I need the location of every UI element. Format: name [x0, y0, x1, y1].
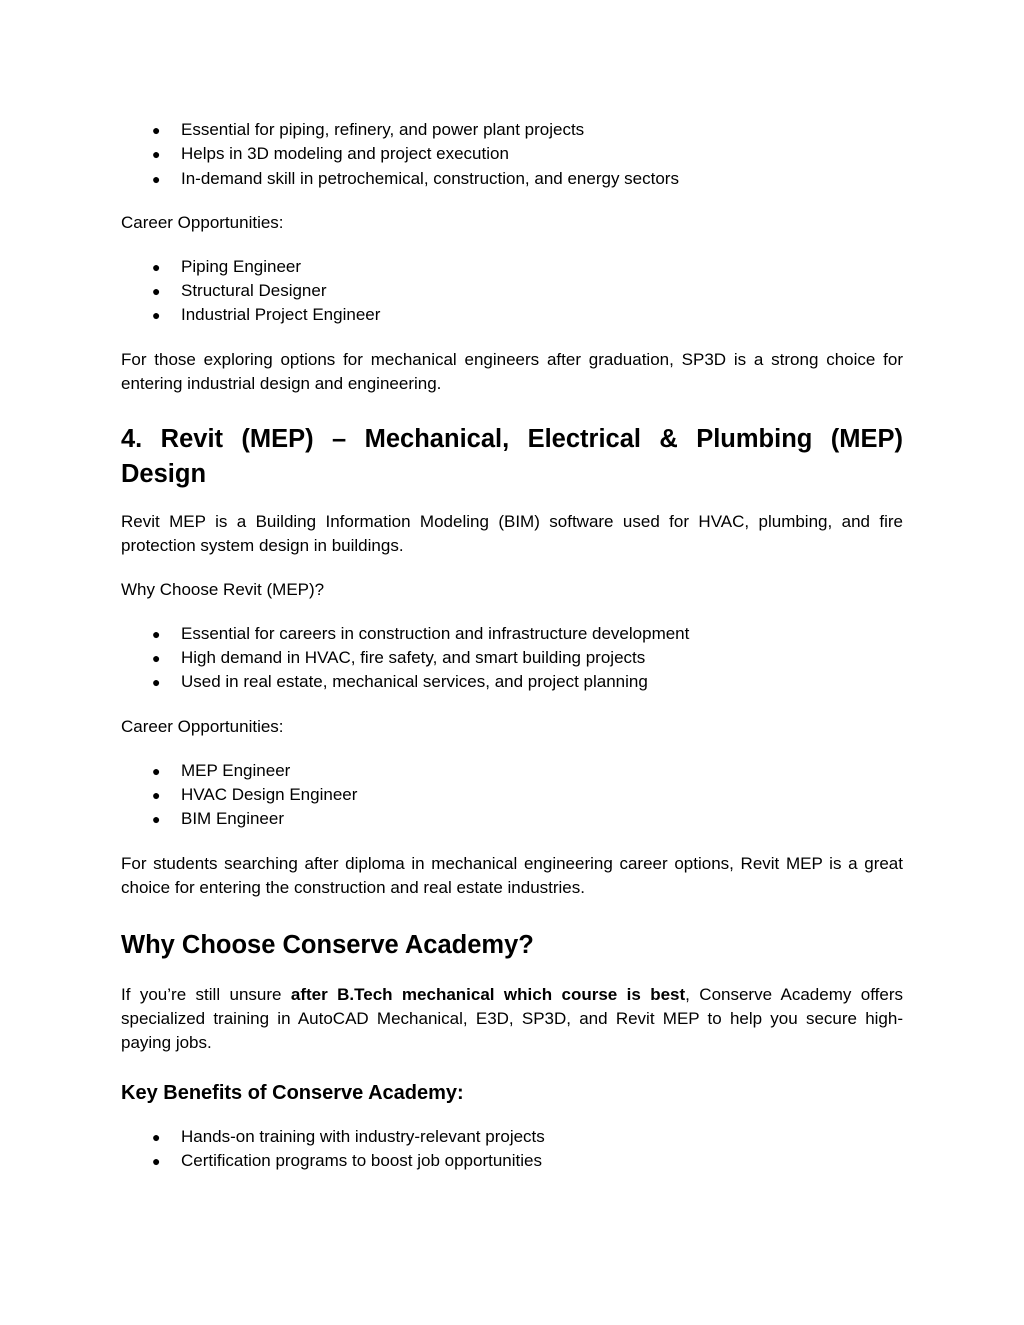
bullet-icon: ● — [152, 1152, 161, 1169]
bullet-icon: ● — [152, 650, 161, 667]
emphasis-text: after B.Tech mechanical which course is best — [290, 984, 686, 1004]
sp3d-benefits-list — [121, 118, 903, 191]
list-item: ● Used in real estate, mechanical services, and project planning — [121, 670, 903, 694]
list-item: ● BIM Engineer — [121, 807, 903, 831]
bullet-icon: ● — [152, 307, 161, 324]
bullet-icon: ● — [152, 811, 161, 828]
list-item: ● Piping Engineer — [121, 255, 903, 279]
bullet-icon: ● — [152, 170, 161, 187]
revit-intro-paragraph: Revit MEP is a Building Information Modeling (BIM) software used for HVAC, plumbing, and fire protection system design in buildings. — [121, 511, 903, 555]
revit-why-list — [121, 622, 903, 695]
list-item: ● In-demand skill in petrochemical, construction, and energy sectors — [121, 167, 903, 191]
list-item: ● High demand in HVAC, fire safety, and smart building projects — [121, 646, 903, 670]
career-opportunities-label: Career Opportunities: — [121, 716, 284, 736]
academy-paragraph: If you’re still unsure after B.Tech mechanical which course is best, Conserve Academy offers specialized training in AutoCAD Mechanical, E3D, SP3D, and Revit MEP to help you secure high-paying jobs. — [121, 984, 903, 1052]
benefits-list — [121, 1125, 903, 1174]
bullet-icon: ● — [152, 122, 161, 138]
bullet-icon: ● — [152, 674, 161, 691]
bullet-icon: ● — [152, 786, 161, 803]
list-item: ● Structural Designer — [121, 279, 903, 303]
list-item: ● Certification programs to boost job opportunities — [121, 1149, 903, 1173]
sp3d-closing-paragraph: For those exploring options for mechanical engineers after graduation, SP3D is a strong choice for entering industrial design and engineering. — [121, 349, 903, 393]
list-item: ● Essential for piping, refinery, and power plant projects — [121, 118, 903, 142]
list-item: ● Industrial Project Engineer — [121, 303, 903, 327]
benefits-heading: Key Benefits of Conserve Academy: — [121, 1081, 464, 1104]
list-item: ● HVAC Design Engineer — [121, 783, 903, 807]
list-item: ● Hands-on training with industry-relevant projects — [121, 1125, 903, 1149]
bullet-icon: ● — [152, 283, 161, 300]
revit-heading: 4. Revit (MEP) – Mechanical, Electrical & Plumbing (MEP) Design — [121, 424, 903, 488]
academy-heading: Why Choose Conserve Academy? — [121, 930, 534, 959]
revit-careers-list — [121, 759, 903, 832]
bullet-icon: ● — [152, 1128, 161, 1145]
revit-why-label: Why Choose Revit (MEP)? — [121, 579, 325, 599]
bullet-icon: ● — [152, 146, 161, 163]
list-item: ● Helps in 3D modeling and project execution — [121, 142, 903, 166]
sp3d-careers-list — [121, 255, 903, 328]
bullet-icon: ● — [152, 258, 161, 275]
career-opportunities-label: Career Opportunities: — [121, 212, 284, 232]
bullet-icon: ● — [152, 625, 161, 642]
bullet-icon: ● — [152, 762, 161, 779]
list-item: ● Essential for careers in construction and infrastructure development — [121, 622, 903, 646]
list-item: ● MEP Engineer — [121, 759, 903, 783]
revit-closing-paragraph: For students searching after diploma in mechanical engineering career options, Revit MEP is a great choice for entering the construction and real estate industries. — [121, 853, 903, 897]
document-page — [121, 118, 903, 1193]
